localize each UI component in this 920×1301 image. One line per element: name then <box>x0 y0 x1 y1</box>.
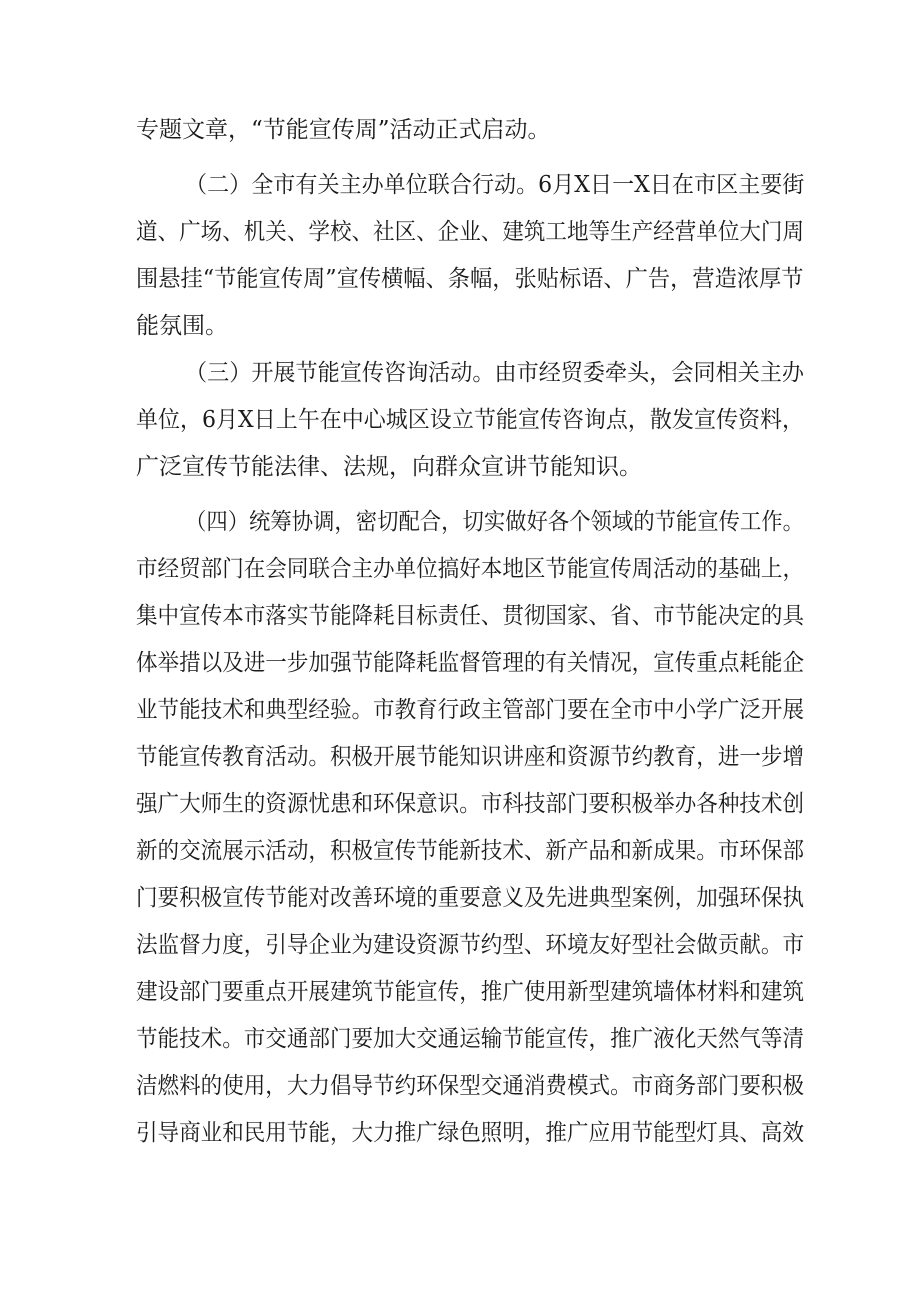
text-line: 引导商业和民用节能，大力推广绿色照明，推广应用节能型灯具、高效 <box>136 1120 805 1146</box>
text-line: 业节能技术和典型经验。市教育行政主管部门要在全市中小学广泛开展 <box>136 697 805 723</box>
text-line: 专题文章，“节能宣传周”活动正式启动。 <box>136 117 551 143</box>
text-line: 门要积极宣传节能对改善环境的重要意义及先进典型案例，加强环保执 <box>136 885 805 911</box>
text-line: 建设部门要重点开展建筑节能宣传，推广使用新型建筑墙体材料和建筑 <box>136 979 805 1005</box>
text-line: 能氛围。 <box>136 313 228 339</box>
text-line: 新的交流展示活动，积极宣传节能新技术、新产品和新成果。市环保部 <box>136 838 805 864</box>
text-line: 围悬挂“节能宣传周”宣传横幅、条幅，张贴标语、广告，营造浓厚节 <box>136 266 804 292</box>
paragraph-2-line: （二）全市有关主办单位联合行动。6月X日一X日在市区主要街 <box>185 172 805 198</box>
text-line: 广泛宣传节能法律、法规，向群众宣讲节能知识。 <box>136 454 642 480</box>
text-line: 强广大师生的资源忧患和环保意识。市科技部门要积极举办各种技术创 <box>136 791 805 817</box>
text-line: 节能技术。市交通部门要加大交通运输节能宣传，推广液化天然气等清 <box>136 1026 805 1052</box>
text-line: 节能宣传教育活动。积极开展节能知识讲座和资源节约教育，进一步增 <box>136 744 805 770</box>
text-line: 市经贸部门在会同联合主办单位搞好本地区节能宣传周活动的基础上， <box>136 556 805 582</box>
text-line: 单位，6月X日上午在中心城区设立节能宣传咨询点，散发宣传资料， <box>136 407 805 433</box>
paragraph-3-line: （三）开展节能宣传咨询活动。由市经贸委牵头，会同相关主办 <box>185 360 805 386</box>
text-line: 道、广场、机关、学校、社区、企业、建筑工地等生产经营单位大门周 <box>136 219 805 245</box>
text-line: 洁燃料的使用，大力倡导节约环保型交通消费模式。市商务部门要积极 <box>136 1073 805 1099</box>
text-line: 体举措以及进一步加强节能降耗监督管理的有关情况，宣传重点耗能企 <box>136 650 805 676</box>
text-line: 集中宣传本市落实节能降耗目标责任、贯彻国家、省、市节能决定的具 <box>136 603 805 629</box>
text-line: 法监督力度，引导企业为建设资源节约型、环境友好型社会做贡献。市 <box>136 932 805 958</box>
paragraph-4-line: （四）统筹协调，密切配合，切实做好各个领域的节能宣传工作。 <box>185 509 804 535</box>
